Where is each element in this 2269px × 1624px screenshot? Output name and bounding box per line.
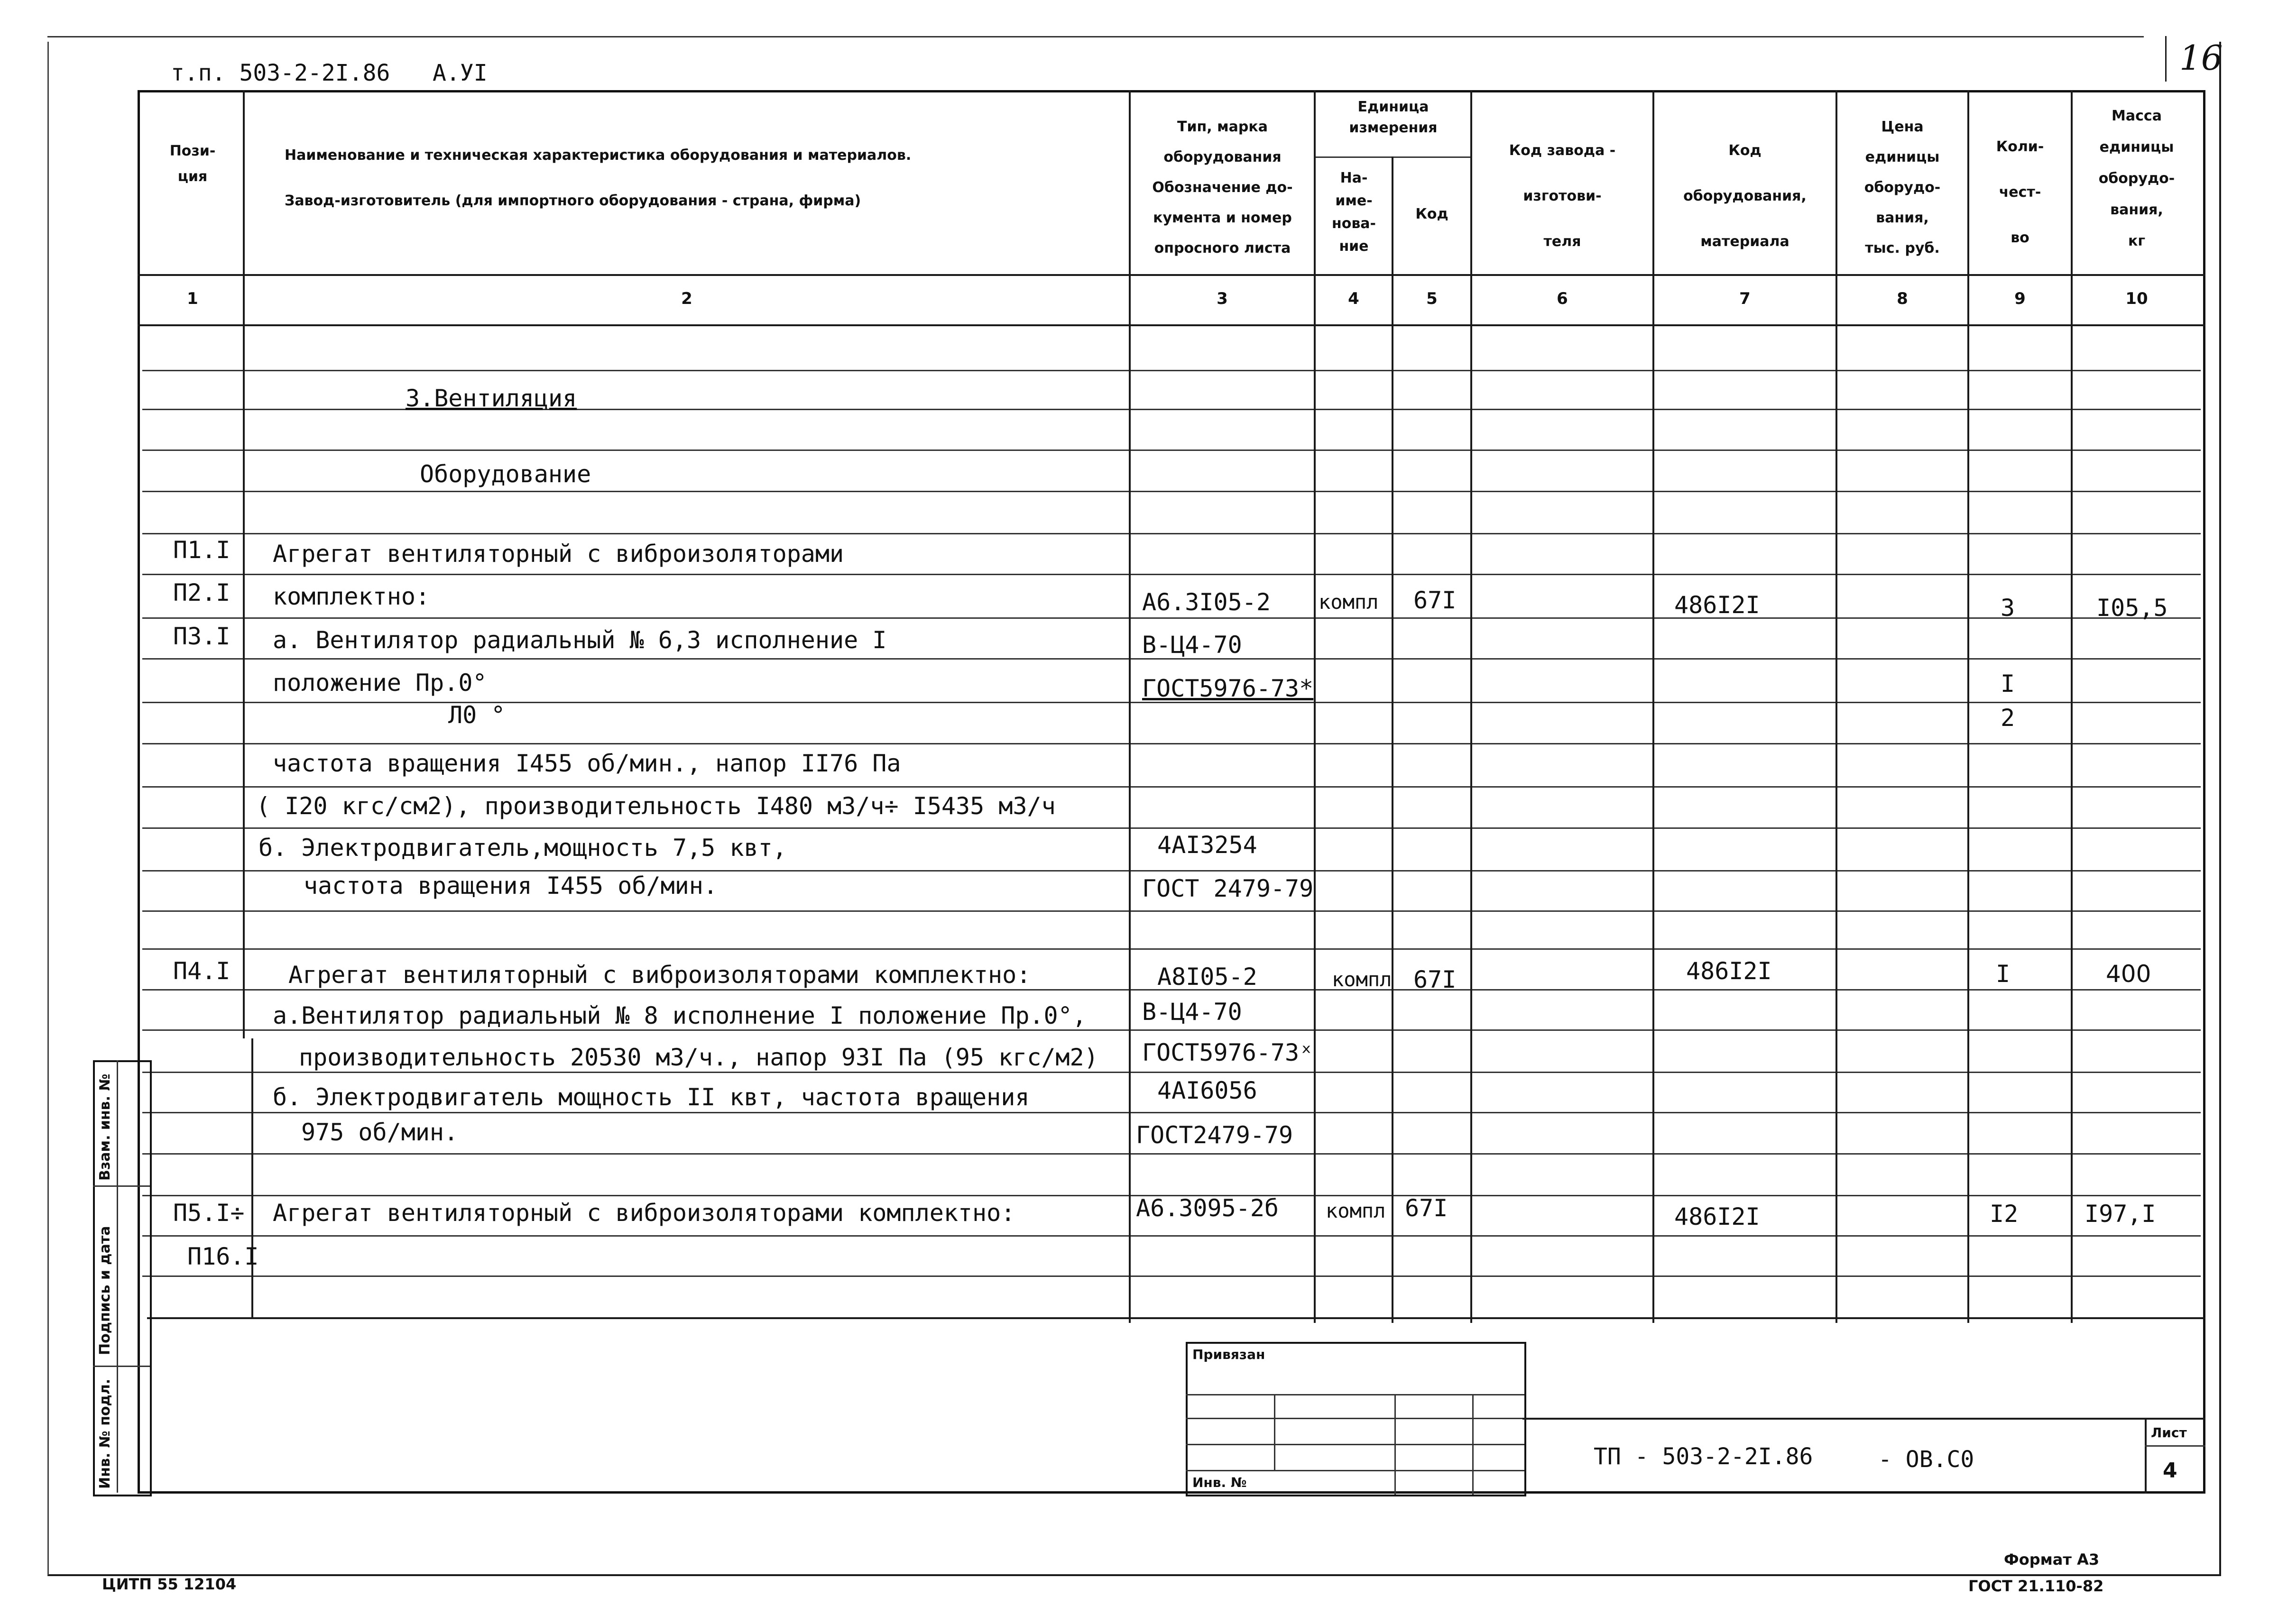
table-row-type: А6.3I05-2 — [1142, 588, 1271, 616]
table-row-type: 4АI3254 — [1157, 831, 1257, 859]
page-mark: 16 — [2179, 38, 2223, 78]
side-label-vzam: Взам. инв. № — [97, 1073, 113, 1181]
col-7-title: Код оборудования, материала — [1683, 142, 1807, 250]
table-row-name: Агрегат вентиляторный с виброизоляторами — [273, 540, 844, 568]
table-row-name: б. Электродвигатель мощность II квт, частота вращения — [273, 1083, 1030, 1111]
doc-suffix: - ОВ.С0 — [1878, 1446, 1974, 1473]
top-rule — [47, 36, 2144, 37]
table-row-qty: I — [1996, 960, 2011, 988]
table-row-name: производительность 20530 м3/ч., напор 93I Па (95 кгс/м2) — [299, 1044, 1098, 1071]
table-row-mass: 400 — [2106, 960, 2151, 988]
sheet-number: 4 — [2163, 1459, 2177, 1483]
table-row-name: частота вращения I455 об/мин., напор II76 Па — [273, 750, 901, 777]
col-3-title: Тип, марка оборудования Обозначение до- кумента и номер опросного листа — [1152, 119, 1293, 257]
sheet-box-divider — [2145, 1418, 2147, 1494]
table-row-name: 975 об/мин. — [301, 1119, 459, 1146]
col-num-4: 4 — [1348, 289, 1359, 308]
table-row-eq-code: 486I2I — [1686, 957, 1772, 985]
sheet-label: Лист — [2151, 1425, 2187, 1440]
table-row-qty: I — [2001, 670, 2015, 697]
table-row-name: Л0 ° — [448, 701, 506, 729]
col-8-title: Цена единицы оборудо- вания, тыс. руб. — [1864, 119, 1941, 257]
col-1-title: Пози- ция — [169, 143, 216, 185]
table-row-code: 67I — [1413, 966, 1457, 993]
table-row-qty: 2 — [2001, 704, 2015, 732]
table-row-type: А6.3095-2б — [1136, 1194, 1279, 1222]
table-row-type: А8I05-2 — [1157, 963, 1257, 991]
col-10-title: Масса единицы оборудо- вания, кг — [2098, 108, 2175, 249]
table-row-name: а. Вентилятор радиальный № 6,3 исполнение I — [273, 626, 887, 654]
side-stamp-line — [93, 1185, 150, 1187]
col-5-title: Код — [1415, 206, 1448, 222]
table-row-name: положение Пр.0° — [273, 669, 487, 697]
table-row-name: ( I20 кгс/см2), производительность I480 м3/ч÷ I5435 м3/ч — [256, 792, 1056, 820]
table-row-code: 67I — [1405, 1194, 1448, 1222]
table-row-pos: П3.I — [173, 623, 231, 650]
table-row-eq-code: 486I2I — [1674, 1203, 1760, 1230]
table-row-type: 4АI6056 — [1157, 1077, 1257, 1104]
table-row-code: 67I — [1413, 587, 1457, 614]
number-row-bottom-line — [138, 324, 2205, 326]
table-row-name: Агрегат вентиляторный с виброизоляторами комплектно: — [288, 961, 1031, 989]
table-row-name: а.Вентилятор радиальный № 8 исполнение I положение Пр.0°, — [273, 1002, 1087, 1029]
table-row-pos: П5.I÷ — [173, 1199, 245, 1227]
table-row-unit: компл — [1326, 1199, 1386, 1222]
sheet-box-line — [2145, 1445, 2205, 1447]
side-stamp-line — [93, 1366, 150, 1367]
album-mark: А.УI — [433, 60, 488, 86]
section-title: 3.Вентиляция — [406, 385, 577, 412]
table-row-name: Агрегат вентиляторный с виброизоляторами комплектно: — [273, 1199, 1015, 1227]
section-subtitle: Оборудование — [420, 460, 591, 488]
col-9-title: Коли- чест- во — [1996, 138, 2044, 246]
footer-format: Формат А3 — [2004, 1551, 2100, 1569]
header-bottom-line — [138, 274, 2205, 276]
col-num-8: 8 — [1897, 289, 1908, 308]
col-num-7: 7 — [1739, 289, 1751, 308]
table-row-qty: 3 — [2001, 594, 2015, 622]
table-row-mass: I05,5 — [2096, 594, 2168, 622]
stamp-line — [1394, 1394, 1396, 1495]
col-num-5: 5 — [1426, 289, 1438, 308]
col-num-10: 10 — [2125, 289, 2148, 308]
table-row-name: комплектно: — [273, 583, 430, 610]
table-row-type: ГОСТ 2479-79 — [1142, 875, 1314, 902]
col-num-1: 1 — [187, 289, 198, 308]
unit-group-title: Единица измерения — [1349, 99, 1438, 136]
col-6-title: Код завода - изготови- теля — [1509, 142, 1616, 250]
stamp-line — [1472, 1394, 1474, 1495]
table-row-mass: I97,I — [2085, 1200, 2156, 1228]
table-row-qty: I2 — [1990, 1200, 2019, 1228]
col-num-9: 9 — [2014, 289, 2026, 308]
stamp-privyazan-label: Привязан — [1192, 1347, 1265, 1362]
table-row-type: ГОСТ5976-73* — [1142, 675, 1314, 702]
doc-designation: ТП - 503-2-2I.86 — [1594, 1443, 1813, 1470]
footer-gost: ГОСТ 21.110-82 — [1968, 1577, 2104, 1595]
table-row-type: В-Ц4-70 — [1142, 998, 1242, 1026]
table-row-unit: компл — [1319, 590, 1379, 614]
col-num-3: 3 — [1217, 289, 1228, 308]
side-label-inv-podl: Инв. № подл. — [97, 1378, 113, 1489]
table-row-pos: П2.I — [173, 579, 231, 606]
stamp-line — [1274, 1394, 1275, 1470]
side-stamp-line — [117, 1060, 118, 1493]
col-2-title: Наименование и техническая характеристика оборудования и материалов. Завод-изготовитель (для импортного оборудования - страна, фирма) — [285, 147, 912, 209]
col-4-title: На- име- нова- ние — [1331, 170, 1376, 255]
table-row-type: В-Ц4-70 — [1142, 631, 1242, 659]
table-row-unit: компл — [1332, 968, 1392, 991]
stamp-inv-label: Инв. № — [1192, 1475, 1247, 1490]
col-num-6: 6 — [1557, 289, 1568, 308]
doc-code: т.п. 503-2-2I.86 — [171, 60, 390, 86]
footer-left: ЦИТП 55 12104 — [102, 1575, 237, 1593]
table-row-pos: П16.I — [187, 1243, 259, 1270]
stamp-privyazan — [1186, 1342, 1526, 1496]
table-row-type: ГОСТ5976-73ˣ — [1142, 1039, 1314, 1066]
side-label-podpis: Подпись и дата — [97, 1226, 113, 1355]
table-row-name: частота вращения I455 об/мин. — [304, 872, 718, 899]
title-block-top — [1522, 1418, 2205, 1420]
col-num-2: 2 — [681, 289, 692, 308]
table-row-eq-code: 486I2I — [1674, 591, 1760, 619]
table-row-pos: П4.I — [173, 957, 231, 985]
table-row-type: ГОСТ2479-79 — [1136, 1121, 1293, 1149]
table-row-name: б. Электродвигатель,мощность 7,5 квт, — [258, 834, 787, 862]
table-row-pos: П1.I — [173, 536, 231, 564]
